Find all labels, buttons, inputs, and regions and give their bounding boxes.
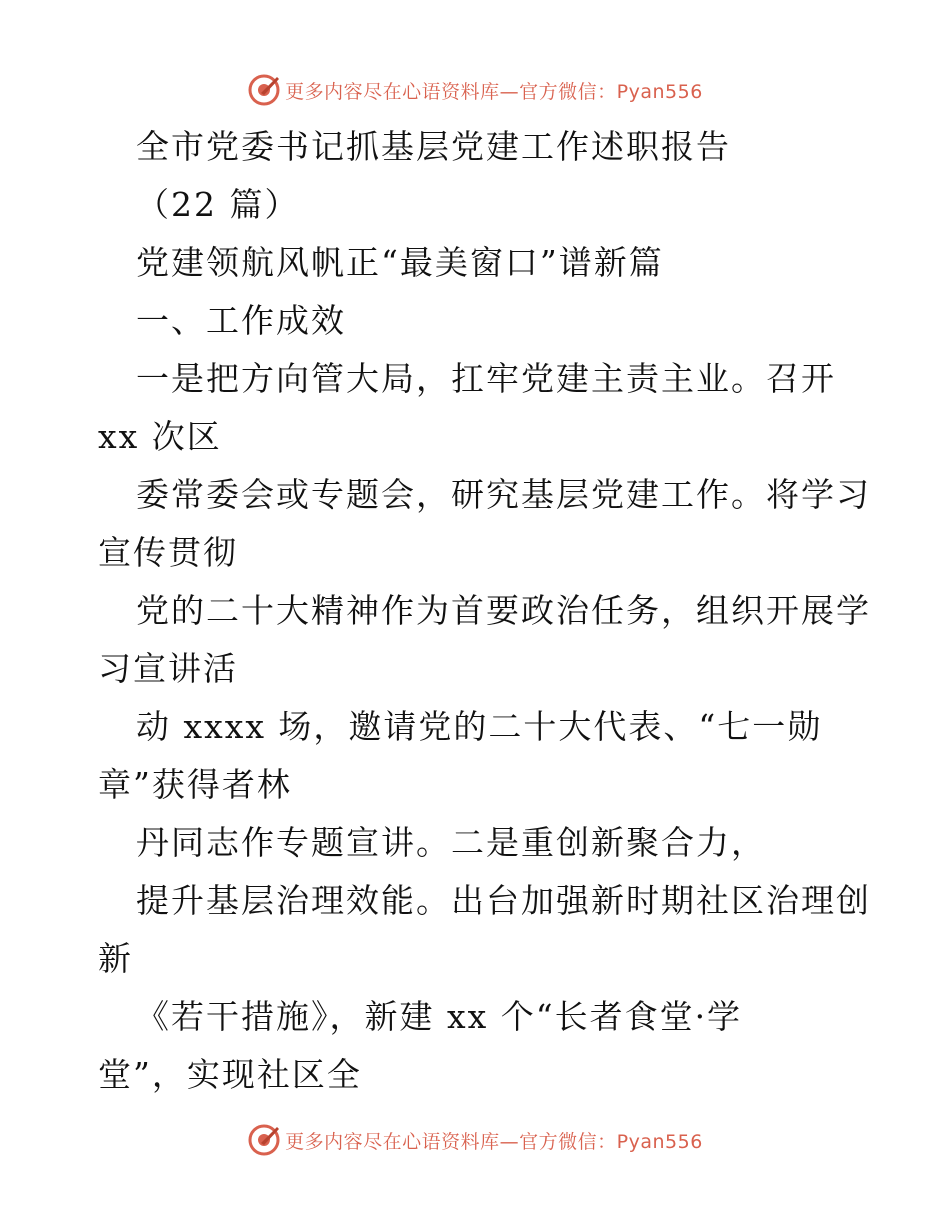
paragraph-line: xx 次区 — [98, 417, 222, 456]
paragraph-line: 一是把方向管大局，扛牢党建主责主业。召开 — [136, 359, 836, 398]
paragraph-line: 宣传贯彻 — [98, 533, 238, 572]
paragraph-line: 动 xxxx 场，邀请党的二十大代表、“七一勋 — [136, 707, 823, 746]
paragraph-line: 习宣讲活 — [98, 649, 238, 688]
document-body — [98, 118, 871, 1104]
document-title: 全市党委书记抓基层党建工作述职报告 — [136, 127, 731, 166]
paragraph-line: 委常委会或专题会，研究基层党建工作。将学习 — [136, 475, 871, 514]
paragraph-line: 新 — [98, 939, 133, 978]
section-heading: 党建领航风帆正“最美窗口”谱新篇 — [136, 243, 664, 282]
pen-nib-seal-icon — [247, 73, 281, 107]
paragraph-line: 提升基层治理效能。出台加强新时期社区治理创 — [136, 881, 871, 920]
header-watermark — [0, 70, 950, 110]
paragraph-line: 丹同志作专题宣讲。二是重创新聚合力， — [136, 823, 766, 862]
paragraph-line: 章”获得者林 — [98, 765, 292, 804]
watermark-text: 更多内容尽在心语资料库—官方微信：Pyan556 — [285, 1130, 703, 1153]
paragraph-line: 堂”，实现社区全 — [98, 1055, 362, 1094]
pen-nib-seal-icon — [247, 1123, 281, 1157]
footer-watermark — [0, 1120, 950, 1160]
watermark-text: 更多内容尽在心语资料库—官方微信：Pyan556 — [285, 80, 703, 103]
paragraph-line: 党的二十大精神作为首要政治任务，组织开展学 — [136, 591, 871, 630]
document-subtitle: （22 篇） — [136, 185, 300, 224]
paragraph-line: 《若干措施》，新建 xx 个“长者食堂·学 — [136, 997, 743, 1036]
subsection-heading: 一、工作成效 — [136, 301, 346, 340]
